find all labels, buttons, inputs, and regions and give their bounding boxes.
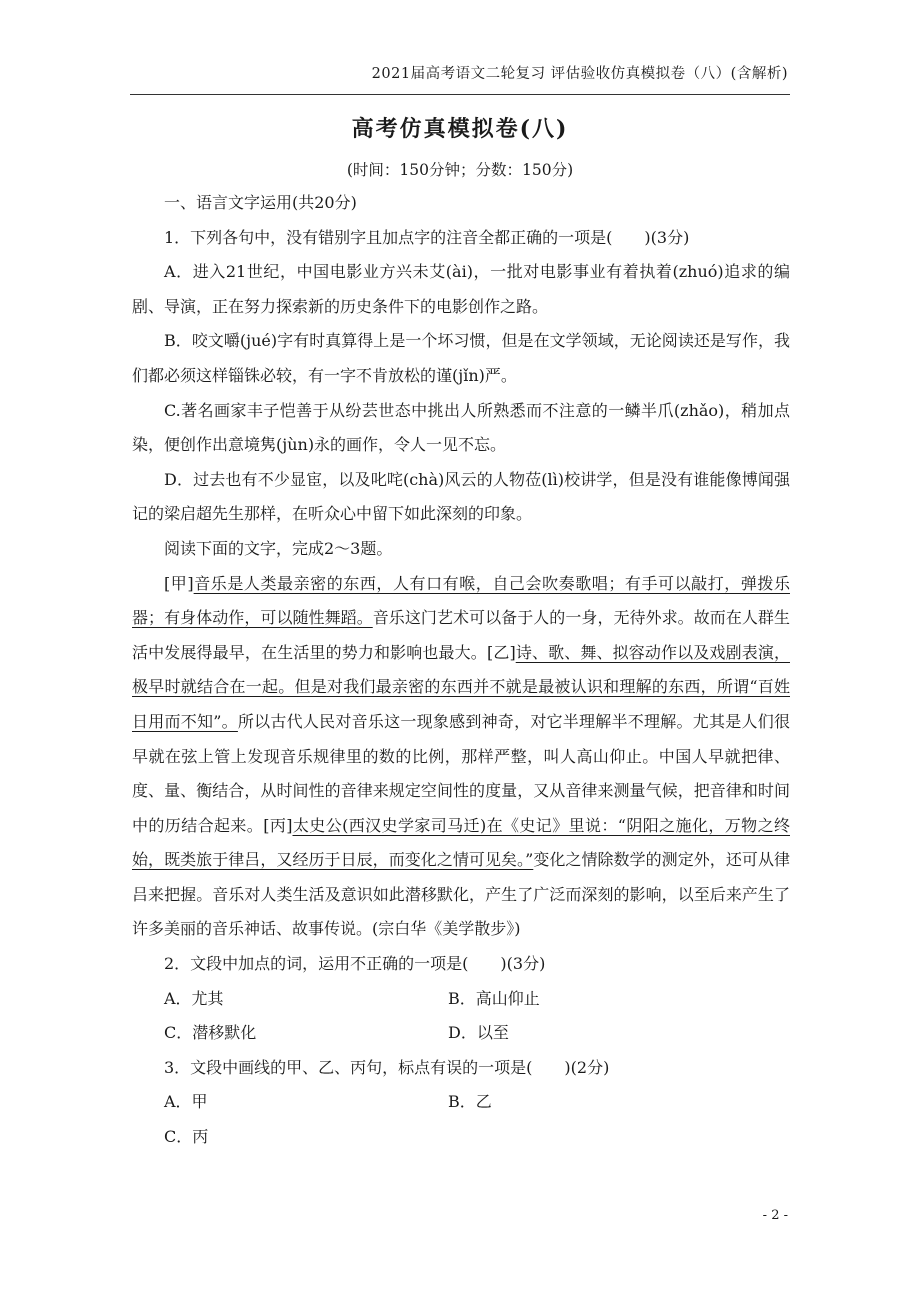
question-3-option-a: A．甲 bbox=[164, 1092, 208, 1112]
question-1-option-d: D．过去也有不少显宦，以及叱咤(chà)风云的人物莅(lì)校讲学，但是没有谁能像博闻强记的梁启超先生那样，在听众心中留下如此深刻的印象。 bbox=[132, 469, 790, 524]
passage-text-3: 变化之情除数学的测定外，还可从律吕来把握。音乐对人类生活及意识如此潜移默化，产生了广泛而深刻的影响，以至后来产生了许多美丽的音乐神话、故事传说。(宗白华《美学散步》) bbox=[132, 850, 790, 939]
running-header: 2021届高考语文二轮复习 评估验收仿真模拟卷（八）(含解析) bbox=[371, 66, 788, 82]
question-2-option-a: A．尤其 bbox=[164, 988, 224, 1008]
sentence-jia: 音乐是人类最亲密的东西，人有口有喉，自己会吹奏歌唱；有手可以敲打，弹拨乐器；有身体动作，可以随性舞蹈。 bbox=[132, 573, 790, 628]
exam-subtitle: (时间：150分钟；分数：150分) bbox=[346, 161, 574, 179]
sentence-yi: 诗、歌、舞、拟容动作以及戏剧表演，极早时就结合在一起。但是对我们最亲密的东西并不就是最被认识和理解的东西，所谓“百姓日用而不知”。 bbox=[132, 642, 790, 731]
question-2-option-b: B．高山仰止 bbox=[448, 988, 540, 1008]
question-3-option-c: C．丙 bbox=[164, 1127, 209, 1147]
question-3-stem: 3．文段中画线的甲、乙、丙句，标点有误的一项是( )(2分) bbox=[164, 1057, 610, 1077]
page-number: - 2 - bbox=[762, 1208, 788, 1223]
question-2-options-row-1 bbox=[132, 982, 790, 1017]
question-3-options-row-1 bbox=[132, 1085, 790, 1120]
passage-text-2: 所以古代人民对音乐这一现象感到神奇，对它半理解半不理解。尤其是人们很早就在弦上管上发现音乐规律里的数的比例，那样严整，叫人高山仰止。中国人早就把律、度、量、衡结合，从时间性的音律来规定空间性的度量，又从音律来测量气候，把音律和时间中的历结合起来。 bbox=[132, 711, 790, 835]
question-2-options-row-2 bbox=[132, 1016, 790, 1051]
mark-jia: [甲] bbox=[164, 573, 194, 593]
question-1-stem: 1．下列各句中，没有错别字且加点字的注音全都正确的一项是( )(3分) bbox=[164, 227, 690, 247]
reading-instruction: 阅读下面的文字，完成2～3题。 bbox=[164, 538, 393, 558]
reading-passage bbox=[132, 567, 790, 948]
question-2-option-c: C．潜移默化 bbox=[164, 1023, 257, 1043]
question-1-option-a: A．进入21世纪，中国电影业方兴未艾(ài)，一批对电影事业有着执着(zhuó)追求的编剧、导演，正在努力探索新的历史条件下的电影创作之路。 bbox=[132, 262, 790, 316]
header-rule bbox=[130, 94, 790, 95]
section-heading: 一、语言文字运用(共20分) bbox=[164, 193, 357, 212]
question-2-stem: 2．文段中加点的词，运用不正确的一项是( )(3分) bbox=[164, 954, 546, 974]
sentence-bing: 太史公(西汉史学家司马迁)在《史记》里说：“阴阳之施化，万物之终始，既类旅于律吕，又经历于日辰，而变化之情可见矣。” bbox=[132, 815, 790, 870]
mark-yi: [乙] bbox=[486, 642, 516, 662]
question-1-option-b: B．咬文嚼(jué)字有时真算得上是一个坏习惯，但是在文学领域，无论阅读还是写作，我们都必须这样锱铢必较，有一字不肯放松的谨(jǐn)严。 bbox=[132, 331, 790, 385]
mark-bing: [丙] bbox=[263, 815, 293, 835]
document-body bbox=[132, 186, 790, 1155]
question-2-option-d: D．以至 bbox=[448, 1023, 509, 1043]
question-1-option-c: C.著名画家丰子恺善于从纷芸世态中挑出人所熟悉而不注意的一鳞半爪(zhǎo)，稍加点染，便创作出意境隽(jùn)永的画作，令人一见不忘。 bbox=[132, 400, 790, 455]
exam-title: 高考仿真模拟卷(八) bbox=[351, 116, 569, 142]
passage-text-1: 音乐这门艺术可以备于人的一身，无待外求。故而在人群生活中发展得最早，在生活里的势力和影响也最大。 bbox=[132, 608, 790, 662]
question-3-option-b: B．乙 bbox=[448, 1092, 492, 1112]
